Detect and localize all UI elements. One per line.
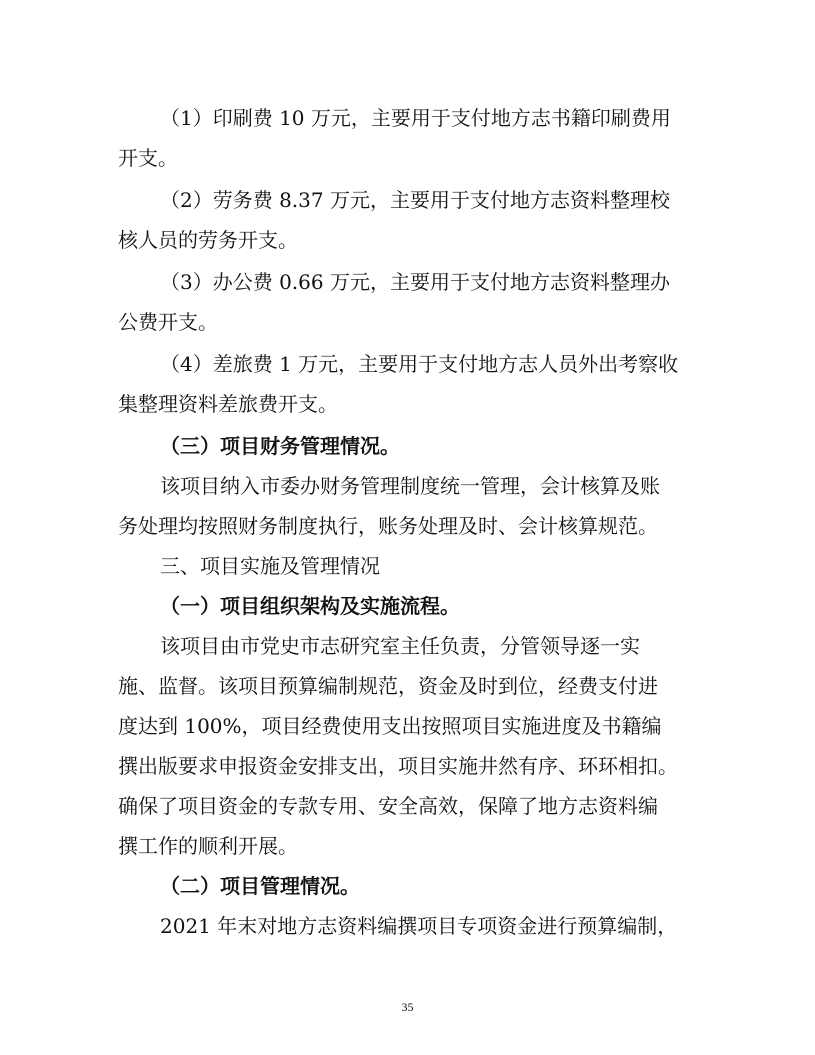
page-number: 35 <box>401 1000 414 1014</box>
paragraph-labor-fee-line-1: （2）劳务费 8.37 万元，主要用于支付地方志资料整理校 <box>160 188 670 212</box>
section-heading-financial-management: （三）项目财务管理情况。 <box>160 434 400 458</box>
paragraph-organization-line-5: 确保了项目资金的专款专用、安全高效，保障了地方志资料编 <box>118 794 658 818</box>
paragraph-organization-line-3: 度达到 100%，项目经费使用支出按照项目实施进度及书籍编 <box>118 714 662 738</box>
paragraph-organization-line-6: 撰工作的顺利开展。 <box>118 834 298 858</box>
paragraph-organization-line-4: 撰出版要求申报资金安排支出，项目实施井然有序、环环相扣。 <box>118 754 678 778</box>
paragraph-financial-management-line-2: 务处理均按照财务制度执行，账务处理及时、会计核算规范。 <box>118 514 658 538</box>
paragraph-labor-fee-line-2: 核人员的劳务开支。 <box>118 228 298 252</box>
paragraph-travel-fee-line-2: 集整理资料差旅费开支。 <box>118 392 338 416</box>
paragraph-office-fee-line-2: 公费开支。 <box>118 310 218 334</box>
paragraph-organization-line-1: 该项目由市党史市志研究室主任负责，分管领导逐一实 <box>160 634 640 658</box>
paragraph-office-fee-line-1: （3）办公费 0.66 万元，主要用于支付地方志资料整理办 <box>160 270 670 294</box>
paragraph-financial-management-line-1: 该项目纳入市委办财务管理制度统一管理，会计核算及账 <box>160 474 660 498</box>
paragraph-travel-fee-line-1: （4）差旅费 1 万元，主要用于支付地方志人员外出考察收 <box>160 352 679 376</box>
paragraph-printing-fee-line-2: 开支。 <box>118 146 178 170</box>
section-heading-project-management: （二）项目管理情况。 <box>160 874 360 898</box>
chapter-heading-implementation: 三、项目实施及管理情况 <box>160 554 380 578</box>
paragraph-project-management-line-1: 2021 年末对地方志资料编撰项目专项资金进行预算编制， <box>160 914 678 938</box>
section-heading-organization: （一）项目组织架构及实施流程。 <box>160 594 460 618</box>
paragraph-printing-fee-line-1: （1）印刷费 10 万元，主要用于支付地方志书籍印刷费用 <box>160 106 671 130</box>
paragraph-organization-line-2: 施、监督。该项目预算编制规范，资金及时到位，经费支付进 <box>118 674 658 698</box>
